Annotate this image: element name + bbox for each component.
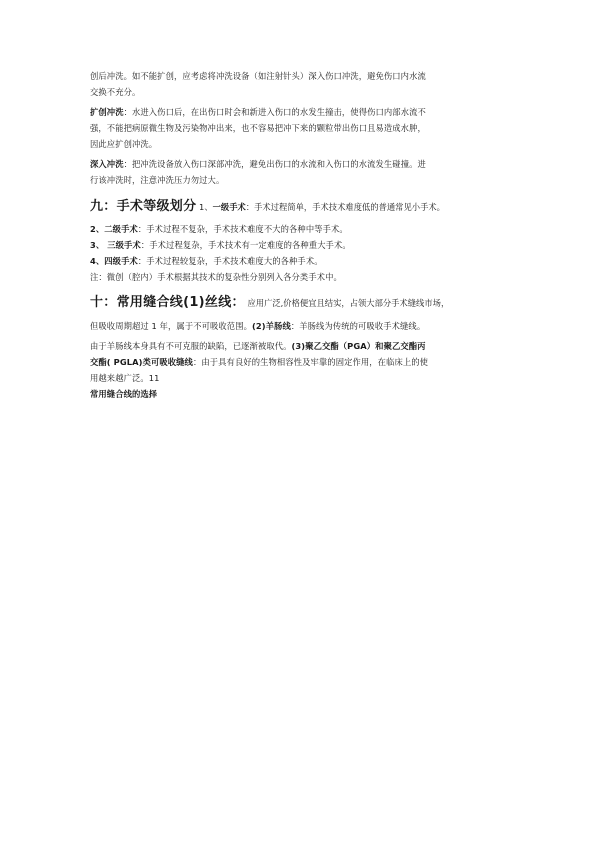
term-label: 一级手术 (212, 202, 246, 212)
section-heading: 十：常用缝合线(1)丝线： (90, 295, 245, 310)
expand-rinse-paragraph (90, 104, 505, 152)
term-label: (3)聚乙交酯（PGA）和聚乙交酯丙 (291, 341, 426, 351)
list-item (90, 237, 505, 253)
term-label: 深入冲洗 (90, 159, 124, 169)
term-label: 交酯( PGLA)类可吸收缝线 (90, 357, 193, 367)
section-10-first-line (90, 292, 505, 314)
text-segment: ：手术过程复杂，手术技术有一定难度的各种重大手术。 (140, 240, 351, 250)
text-line (90, 104, 505, 120)
item-prefix: 2、 (90, 224, 105, 234)
text-segment: ：手术过程简单，手术技术难度低的普通常见小手术。 (245, 202, 445, 212)
section-9-first-line (90, 197, 505, 217)
section-heading: 九：手术等级划分 (90, 199, 197, 214)
term-label: 二级手术 (104, 224, 138, 234)
term-label: 扩创冲洗 (90, 107, 124, 117)
text-segment: ：手术过程不复杂，手术技术难度不大的各种中等手术。 (137, 224, 348, 234)
text-segment: ：把冲洗设备放入伤口深部冲洗，避免出伤口的水流和入伤口的水流发生碰撞。进 (123, 159, 426, 169)
text-segment: ：水进入伤口后，在出伤口时会和新进入伤口的水发生撞击，使得伤口内部水流不 (123, 107, 426, 117)
grade-list (90, 221, 505, 285)
list-item (90, 253, 505, 269)
text-segment: 由于羊肠线本身具有不可克服的缺陷，已逐渐被取代。 (90, 341, 292, 351)
text-line (90, 354, 505, 370)
term-label: 四级手术 (104, 256, 138, 266)
text-line: 行该冲洗时，注意冲洗压力勿过大。 (90, 175, 225, 185)
text-line: 因此应扩创冲洗。 (90, 139, 158, 149)
intro-paragraph (90, 68, 505, 100)
list-item (90, 221, 505, 237)
deep-rinse-paragraph (90, 156, 505, 188)
item-prefix: 4、 (90, 256, 105, 266)
note-line: 注：微创（腔内）手术根据其技术的复杂性分别列入各分类手术中。 (90, 272, 342, 282)
text-segment: 应用广泛,价格便宜且结实，占领大部分手术缝线市场， (244, 298, 450, 308)
text-line (90, 338, 505, 354)
text-line: 强，不能把病原微生物及污染物冲出来，也不容易把冲下来的颗粒带出伤口且易造成水肿， (90, 123, 426, 133)
text-segment: ：羊肠线为传统的可吸收手术缝线。 (290, 321, 426, 331)
term-label: (2)羊肠线 (252, 321, 291, 331)
text-line: 交换不充分。 (90, 87, 141, 97)
text-segment: ：由于具有良好的生物相容性及牢靠的固定作用，在临床上的使 (192, 357, 429, 367)
section-9 (90, 197, 505, 285)
text-line: 创后冲洗。如不能扩创，应考虑将冲洗设备（如注射针头）深入伤口冲洗，避免伤口内水流 (90, 71, 426, 81)
item-prefix: 3、 (90, 240, 108, 250)
subsection-heading: 常用缝合线的选择 (90, 389, 158, 399)
section-10 (90, 292, 505, 402)
text-line: 用越来越广泛。11 (90, 373, 160, 383)
text-segment: 但吸收周期超过 1 年，属于不可吸收范围。 (90, 321, 252, 331)
text-segment: ：手术过程较复杂，手术技术难度大的各种手术。 (137, 256, 323, 266)
text-segment: 1、 (196, 202, 213, 212)
text-line (90, 156, 505, 172)
term-label: 三级手术 (107, 240, 141, 250)
text-line (90, 314, 505, 338)
